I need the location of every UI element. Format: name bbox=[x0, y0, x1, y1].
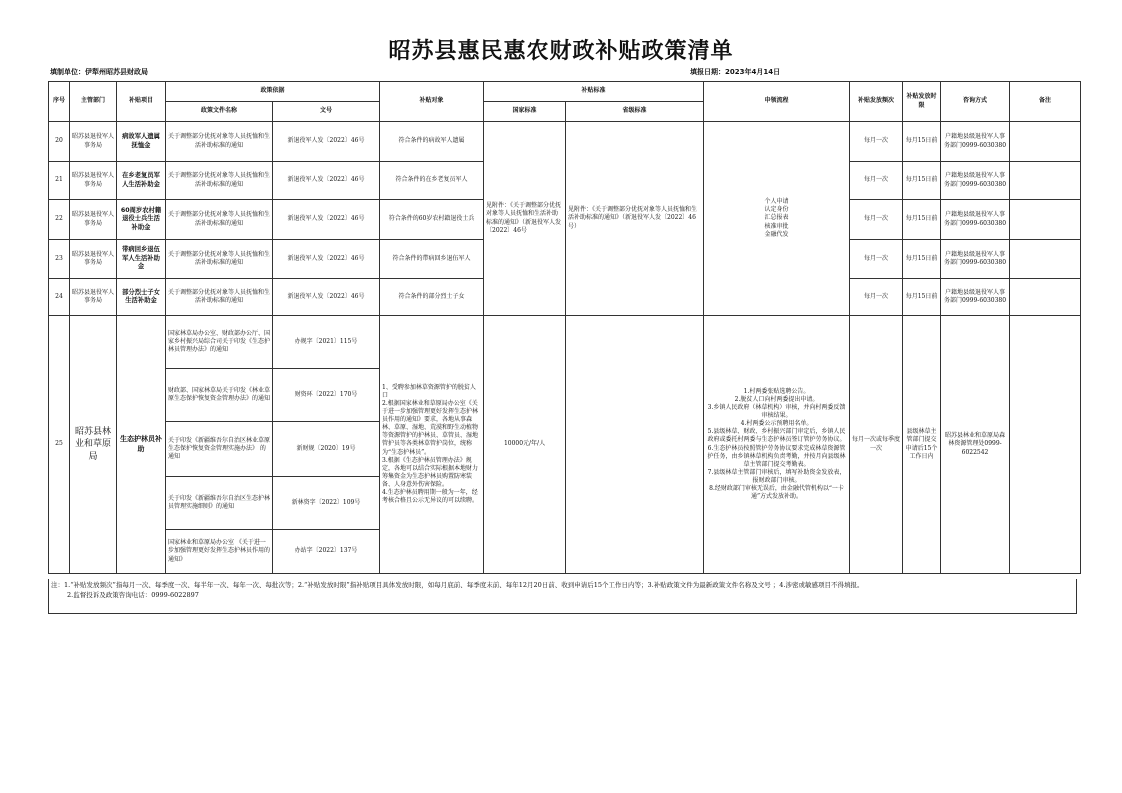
process-step: 金融代发 bbox=[764, 230, 789, 238]
header-doc-name: 政策文件名称 bbox=[166, 102, 273, 122]
process-cell bbox=[704, 122, 850, 316]
seq-cell: 25 bbox=[49, 316, 70, 574]
target-cell: 1、受聘参加林草资源管护的脱贫人口 2.根据国家林业和草原局办公室《关于进一步加强管理更好发挥生态护林员作用的通知》要求，各地从事森林、草原、湿地、荒漠和野生动植物等资源管护的护林员、草管员、湿地管护员等各类林草管护岗位，统称为“生态护林员”。 3.根据《生态护林员管理办法》规定，各地可以结合实际根据本地财力筹集资金为生态护林员购置防寒装备、人身意外伤害保险。 4.生态护林员聘用期一般为一年，经考核合格且公示无异议的可以续聘。 bbox=[380, 316, 484, 574]
header-remark: 备注 bbox=[1010, 82, 1081, 122]
timing-cell: 每月15日前 bbox=[903, 162, 941, 200]
process-step: 汇总报表 bbox=[764, 214, 789, 222]
policy-table bbox=[48, 81, 1081, 574]
contact-cell: 户籍地县级退役军人事务部门0999-6030380 bbox=[941, 162, 1010, 200]
header-item: 补贴项目 bbox=[117, 82, 166, 122]
process-step: 核准审批 bbox=[764, 222, 789, 230]
remark-cell bbox=[1010, 279, 1081, 316]
doc-name-cell: 关于调整部分优抚对象等人员抚恤和生活补助标准的通知 bbox=[166, 240, 273, 279]
target-cell: 符合条件的带病回乡退伍军人 bbox=[380, 240, 484, 279]
remark-cell bbox=[1010, 122, 1081, 162]
doc-name-cell: 关于调整部分优抚对象等人员抚恤和生活补助标准的通知 bbox=[166, 162, 273, 200]
contact-cell: 户籍地县级退役军人事务部门0999-6030380 bbox=[941, 240, 1010, 279]
freq-cell: 每月一次 bbox=[850, 122, 903, 162]
contact-cell: 户籍地县级退役军人事务部门0999-6030380 bbox=[941, 122, 1010, 162]
header-national: 国家标准 bbox=[484, 102, 566, 122]
header-provincial: 省级标准 bbox=[566, 102, 704, 122]
freq-cell: 每月一次 bbox=[850, 279, 903, 316]
item-cell: 生态护林员补助 bbox=[117, 316, 166, 574]
freq-cell: 每月一次 bbox=[850, 240, 903, 279]
national-standard-cell: 10000元/年/人 bbox=[484, 316, 566, 574]
header-doc-no: 文号 bbox=[273, 102, 380, 122]
doc-no-cell: 新退役军人发〔2022〕46号 bbox=[273, 240, 380, 279]
header-row-1 bbox=[49, 82, 1081, 102]
process-cell: 1.村两委张贴选聘公告。 2.脱贫人口向村两委提出申请。 3.乡镇人民政府（林草机构）审核，并向村两委反馈审核结果。 4.村两委公示预聘用名单。 5.县级林草、财政、乡村振兴部门审定后，乡镇人民政府或委托村两委与生态护林员签订管护劳务协议。 6.生态护林员按照管护劳务协议要求完成林草资源管护任务，由乡镇林草机构负责考勤，并按月向县级林草主管部门提交考勤表。 7.县级林草主管部门审核后，填写补助资金发放表，报财政部门审核。 8.经财政部门审核无误后，由金融代管机构以“一卡通”方式发放补助。 bbox=[704, 316, 850, 574]
process-step: 认定身份 bbox=[764, 206, 789, 214]
dept-cell: 昭苏县退役军人事务局 bbox=[70, 162, 117, 200]
timing-cell: 每月15日前 bbox=[903, 122, 941, 162]
target-cell: 符合条件的部分烈士子女 bbox=[380, 279, 484, 316]
freq-cell: 每月一次或每季度一次 bbox=[850, 316, 903, 574]
header-dept: 主管部门 bbox=[70, 82, 117, 122]
doc-name-cell: 关于印发《新疆维吾尔自治区生态护林员管理实施细则》的通知 bbox=[166, 477, 273, 530]
header-process: 申领流程 bbox=[704, 82, 850, 122]
table-row bbox=[49, 316, 1081, 369]
process-step: 个人申请 bbox=[764, 198, 789, 206]
footnotes bbox=[48, 579, 1077, 614]
timing-cell: 每月15日前 bbox=[903, 279, 941, 316]
header-standard: 补贴标准 bbox=[484, 82, 704, 102]
timing-cell: 每月15日前 bbox=[903, 200, 941, 240]
target-cell: 符合条件的病故军人遗属 bbox=[380, 122, 484, 162]
seq-cell: 22 bbox=[49, 200, 70, 240]
remark-cell bbox=[1010, 162, 1081, 200]
header-target: 补贴对象 bbox=[380, 82, 484, 122]
doc-no-cell: 办站字〔2022〕137号 bbox=[273, 530, 380, 574]
item-cell: 带病回乡退伍军人生活补助金 bbox=[117, 240, 166, 279]
doc-no-cell: 新退役军人发〔2022〕46号 bbox=[273, 122, 380, 162]
timing-cell: 县级林草主管部门提交申请后15个工作日内 bbox=[903, 316, 941, 574]
table-row bbox=[49, 122, 1081, 162]
doc-name-cell: 关于调整部分优抚对象等人员抚恤和生活补助标准的通知 bbox=[166, 122, 273, 162]
dept-cell: 昭苏县退役军人事务局 bbox=[70, 122, 117, 162]
timing-cell: 每月15日前 bbox=[903, 240, 941, 279]
item-cell: 病故军人遗属抚恤金 bbox=[117, 122, 166, 162]
contact-cell: 昭苏县林业和草原局森林资源管理处0999-6022542 bbox=[941, 316, 1010, 574]
seq-cell: 23 bbox=[49, 240, 70, 279]
footnote-line: 2.监督投诉及政策咨询电话：0999-6022897 bbox=[67, 590, 199, 599]
doc-name-cell: 关于调整部分优抚对象等人员抚恤和生活补助标准的通知 bbox=[166, 200, 273, 240]
footnote-line: 注：1.“补贴发放频次”指每月一次、每季度一次、每半年一次、每年一次、每批次等；2.“补贴发放时限”指补贴项目具体发放时限，如每月底前、每季度末前、每年12月20日前、收到申请后15个工作日内等；3.补贴政策文件为最新政策文件名称及文号 ；4.涉密或敏感项目不得填报。 bbox=[51, 581, 864, 589]
target-cell: 符合条件的60岁农村籍退役士兵 bbox=[380, 200, 484, 240]
seq-cell: 24 bbox=[49, 279, 70, 316]
fill-date: 填报日期：2023年4月14日 bbox=[690, 68, 781, 76]
dept-cell: 昭苏县退役军人事务局 bbox=[70, 200, 117, 240]
remark-cell bbox=[1010, 200, 1081, 240]
doc-name-cell: 国家林业和草原局办公室 《关于进一步加强管理更好发挥生态护林员作用的通知》 bbox=[166, 530, 273, 574]
remark-cell bbox=[1010, 240, 1081, 279]
national-standard-cell: 见附件：《关于调整部分优抚对象等人员抚恤和生活补助标准的通知》（新退役军人发〔2022〕46号 bbox=[484, 122, 566, 316]
provincial-standard-cell: 见附件：《关于调整部分优抚对象等人员抚恤和生活补助标准的通知》（新退役军人发〔2022〕46号） bbox=[566, 122, 704, 316]
header-seq: 序号 bbox=[49, 82, 70, 122]
doc-name-cell: 国家林草局办公室、财政部办公厅、国家乡村振兴局综合司关于印发《生态护林员管理办法》的通知 bbox=[166, 316, 273, 369]
item-cell: 在乡老复员军人生活补助金 bbox=[117, 162, 166, 200]
freq-cell: 每月一次 bbox=[850, 200, 903, 240]
doc-name-cell: 财政部、国家林草局关于印发《林业草原生态保护恢复资金管理办法》的通知 bbox=[166, 369, 273, 422]
seq-cell: 20 bbox=[49, 122, 70, 162]
dept-cell: 昭苏县退役军人事务局 bbox=[70, 240, 117, 279]
provincial-standard-cell bbox=[566, 316, 704, 574]
item-cell: 部分烈士子女生活补助金 bbox=[117, 279, 166, 316]
doc-name-cell: 关于调整部分优抚对象等人员抚恤和生活补助标准的通知 bbox=[166, 279, 273, 316]
doc-no-cell: 新退役军人发〔2022〕46号 bbox=[273, 279, 380, 316]
page-title: 昭苏县惠民惠农财政补贴政策清单 bbox=[388, 39, 734, 64]
doc-name-cell: 关于印发《新疆维吾尔自治区林业草原生态保护恢复资金管理实施办法》 的通知 bbox=[166, 422, 273, 477]
doc-no-cell: 新退役军人发〔2022〕46号 bbox=[273, 200, 380, 240]
doc-no-cell: 新财规〔2020〕19号 bbox=[273, 422, 380, 477]
dept-cell: 昭苏县退役军人事务局 bbox=[70, 279, 117, 316]
dept-cell: 昭苏县林业和草原局 bbox=[70, 316, 117, 574]
freq-cell: 每月一次 bbox=[850, 162, 903, 200]
seq-cell: 21 bbox=[49, 162, 70, 200]
remark-cell bbox=[1010, 316, 1081, 574]
header-timing: 补贴发放时限 bbox=[903, 82, 941, 122]
item-cell: 60周岁农村籍退役士兵生活补助金 bbox=[117, 200, 166, 240]
doc-no-cell: 新林资字〔2022〕109号 bbox=[273, 477, 380, 530]
header-basis: 政策依据 bbox=[166, 82, 380, 102]
contact-cell: 户籍地县级退役军人事务部门0999-6030380 bbox=[941, 200, 1010, 240]
doc-no-cell: 新退役军人发〔2022〕46号 bbox=[273, 162, 380, 200]
doc-no-cell: 办规字〔2021〕115号 bbox=[273, 316, 380, 369]
fill-unit: 填制单位：伊犁州昭苏县财政局 bbox=[50, 68, 148, 76]
target-cell: 符合条件的在乡老复员军人 bbox=[380, 162, 484, 200]
header-contact: 咨询方式 bbox=[941, 82, 1010, 122]
contact-cell: 户籍地县级退役军人事务部门0999-6030380 bbox=[941, 279, 1010, 316]
header-freq: 补贴发放频次 bbox=[850, 82, 903, 122]
doc-no-cell: 财资环〔2022〕170号 bbox=[273, 369, 380, 422]
